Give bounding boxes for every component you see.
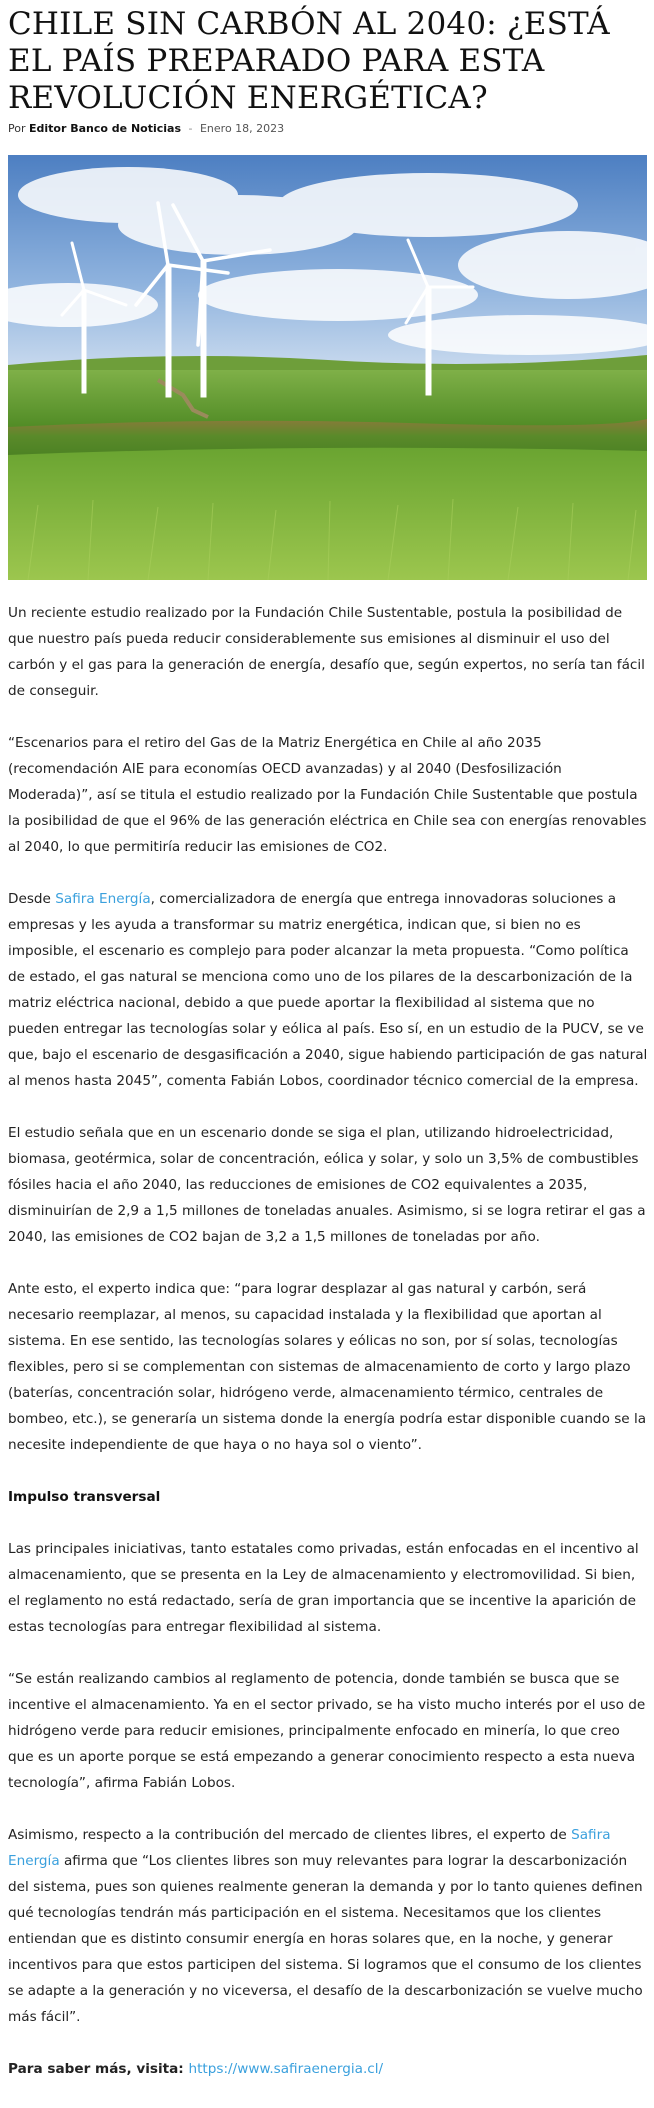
paragraph-text: Asimismo, respecto a la contribución del mercado de clientes libres, el experto de bbox=[8, 1827, 572, 1843]
hero-image bbox=[8, 155, 647, 580]
article-body bbox=[8, 600, 648, 2108]
byline-separator: - bbox=[188, 122, 193, 135]
more-info-label: Para saber más, visita: bbox=[8, 2061, 184, 2077]
paragraph: El estudio señala que en un escenario donde se siga el plan, utilizando hidroelectricidad, biomasa, geotérmica, solar de concentración, eólica y solar, y solo un 3,5% de combustibles fósiles hacia el año 2040, las reducciones de emisiones de CO2 equivalentes a 2035, disminuirían de 2,9 a 1,5 millones de toneladas anuales. Asimismo, si se logra retirar el gas a 2040, las emisiones de CO2 bajan de 3,2 a 1,5 millones de toneladas por año. bbox=[8, 1125, 646, 1245]
paragraph: “Escenarios para el retiro del Gas de la Matriz Energética en Chile al año 2035 (recomendación AIE para economías OECD avanzadas) y al 2040 (Desfosilización Moderada)”, así se titula el estudio realizado por la Fundación Chile Sustentable que postula la posibilidad de que el 96% de las generación eléctrica en Chile sea con energías renovables al 2040, lo que permitiría reducir las emisiones de CO2. bbox=[8, 735, 647, 855]
wind-turbines-landscape-illustration bbox=[8, 155, 647, 580]
section-heading: Impulso transversal bbox=[8, 1489, 161, 1505]
article-title: CHILE SIN CARBÓN AL 2040: ¿ESTÁ EL PAÍS PREPARADO PARA ESTA REVOLUCIÓN ENERGÉTICA? bbox=[8, 6, 610, 116]
paragraph: Ante esto, el experto indica que: “para lograr desplazar al gas natural y carbón, será necesario reemplazar, al menos, su capacidad instalada y la flexibilidad que aportan al sistema. En ese sentido, las tecnologías solares y eólicas no son, por sí solas, tecnologías flexibles, pero si se complementan con sistemas de almacenamiento de corto y largo plazo (baterías, concentración solar, hidrógeno verde, almacenamiento térmico, centrales de bombeo, etc.), se generaría un sistema donde la energía podría estar disponible cuando se la necesite independiente de que haya o no haya sol o viento”. bbox=[8, 1281, 647, 1453]
paragraph bbox=[8, 886, 648, 1094]
paragraph-text: , comercializadora de energía que entrega innovadoras soluciones a empresas y les ayuda a transformar su matriz energética, indican que, si bien no es imposible, el escenario es complejo para poder alcanzar la meta propuesta. “Como política de estado, el gas natural se menciona como uno de los pilares de la descarbonización de la matriz eléctrica nacional, debido a que puede aportar la flexibilidad al sistema que no pueden entregar las tecnologías solar y eólica al país. Eso sí, en un estudio de la PUCV, se ve que, bajo el escenario de desgasificación a 2040, sigue habiendo participación de gas natural al menos hasta 2045”, comenta Fabián Lobos, coordinador técnico comercial de la empresa. bbox=[8, 891, 648, 1089]
paragraph: Las principales iniciativas, tanto estatales como privadas, están enfocadas en el incentivo al almacenamiento, que se presenta en la Ley de almacenamiento y electromovilidad. Si bien, el reglamento no está redactado, sería de gran importancia que se incentive la aparición de estas tecnologías para entregar flexibilidad al sistema. bbox=[8, 1541, 639, 1635]
paragraph: “Se están realizando cambios al reglamento de potencia, donde también se busca que se incentive el almacenamiento. Ya en el sector privado, se ha visto mucho interés por el uso de hidrógeno verde para reducir emisiones, principalmente enfocado en minería, lo que creo que es un aporte porque se está empezando a generar conocimiento respecto a esta nueva tecnología”, afirma Fabián Lobos. bbox=[8, 1671, 646, 1791]
byline bbox=[8, 122, 284, 135]
website-link[interactable]: https://www.safiraenergia.cl/ bbox=[188, 2061, 384, 2077]
paragraph-text: Desde bbox=[8, 891, 56, 907]
publish-date: Enero 18, 2023 bbox=[199, 122, 285, 135]
paragraph: Un reciente estudio realizado por la Fundación Chile Sustentable, postula la posibilidad de que nuestro país pueda reducir considerablemente sus emisiones al disminuir el uso del carbón y el gas para la generación de energía, desafío que, según expertos, no sería tan fácil de conseguir. bbox=[8, 605, 645, 699]
author-link[interactable]: Editor Banco de Noticias bbox=[29, 122, 181, 135]
safira-energia-link[interactable]: Safira Energía bbox=[55, 891, 151, 907]
paragraph-text: afirma que “Los clientes libres son muy relevantes para lograr la descarbonización del sistema, pues son quienes realmente generan la demanda y por lo tanto quienes definen qué tecnologías tendrán más participación en el sistema. Necesitamos que los clientes entiendan que es distinto consumir energía en horas solares que, en la noche, y generar incentivos para que estos participen del sistema. Si logramos que el consumo de los clientes se adapte a la generación y no viceversa, el desafío de la descarbonización se vuelve mucho más fácil”. bbox=[8, 1853, 643, 2025]
byline-prefix: Por bbox=[8, 122, 26, 135]
more-info-line bbox=[8, 2056, 648, 2082]
paragraph bbox=[8, 1822, 648, 2030]
safira-energia-link[interactable]: Safira Energía bbox=[8, 1827, 611, 1869]
